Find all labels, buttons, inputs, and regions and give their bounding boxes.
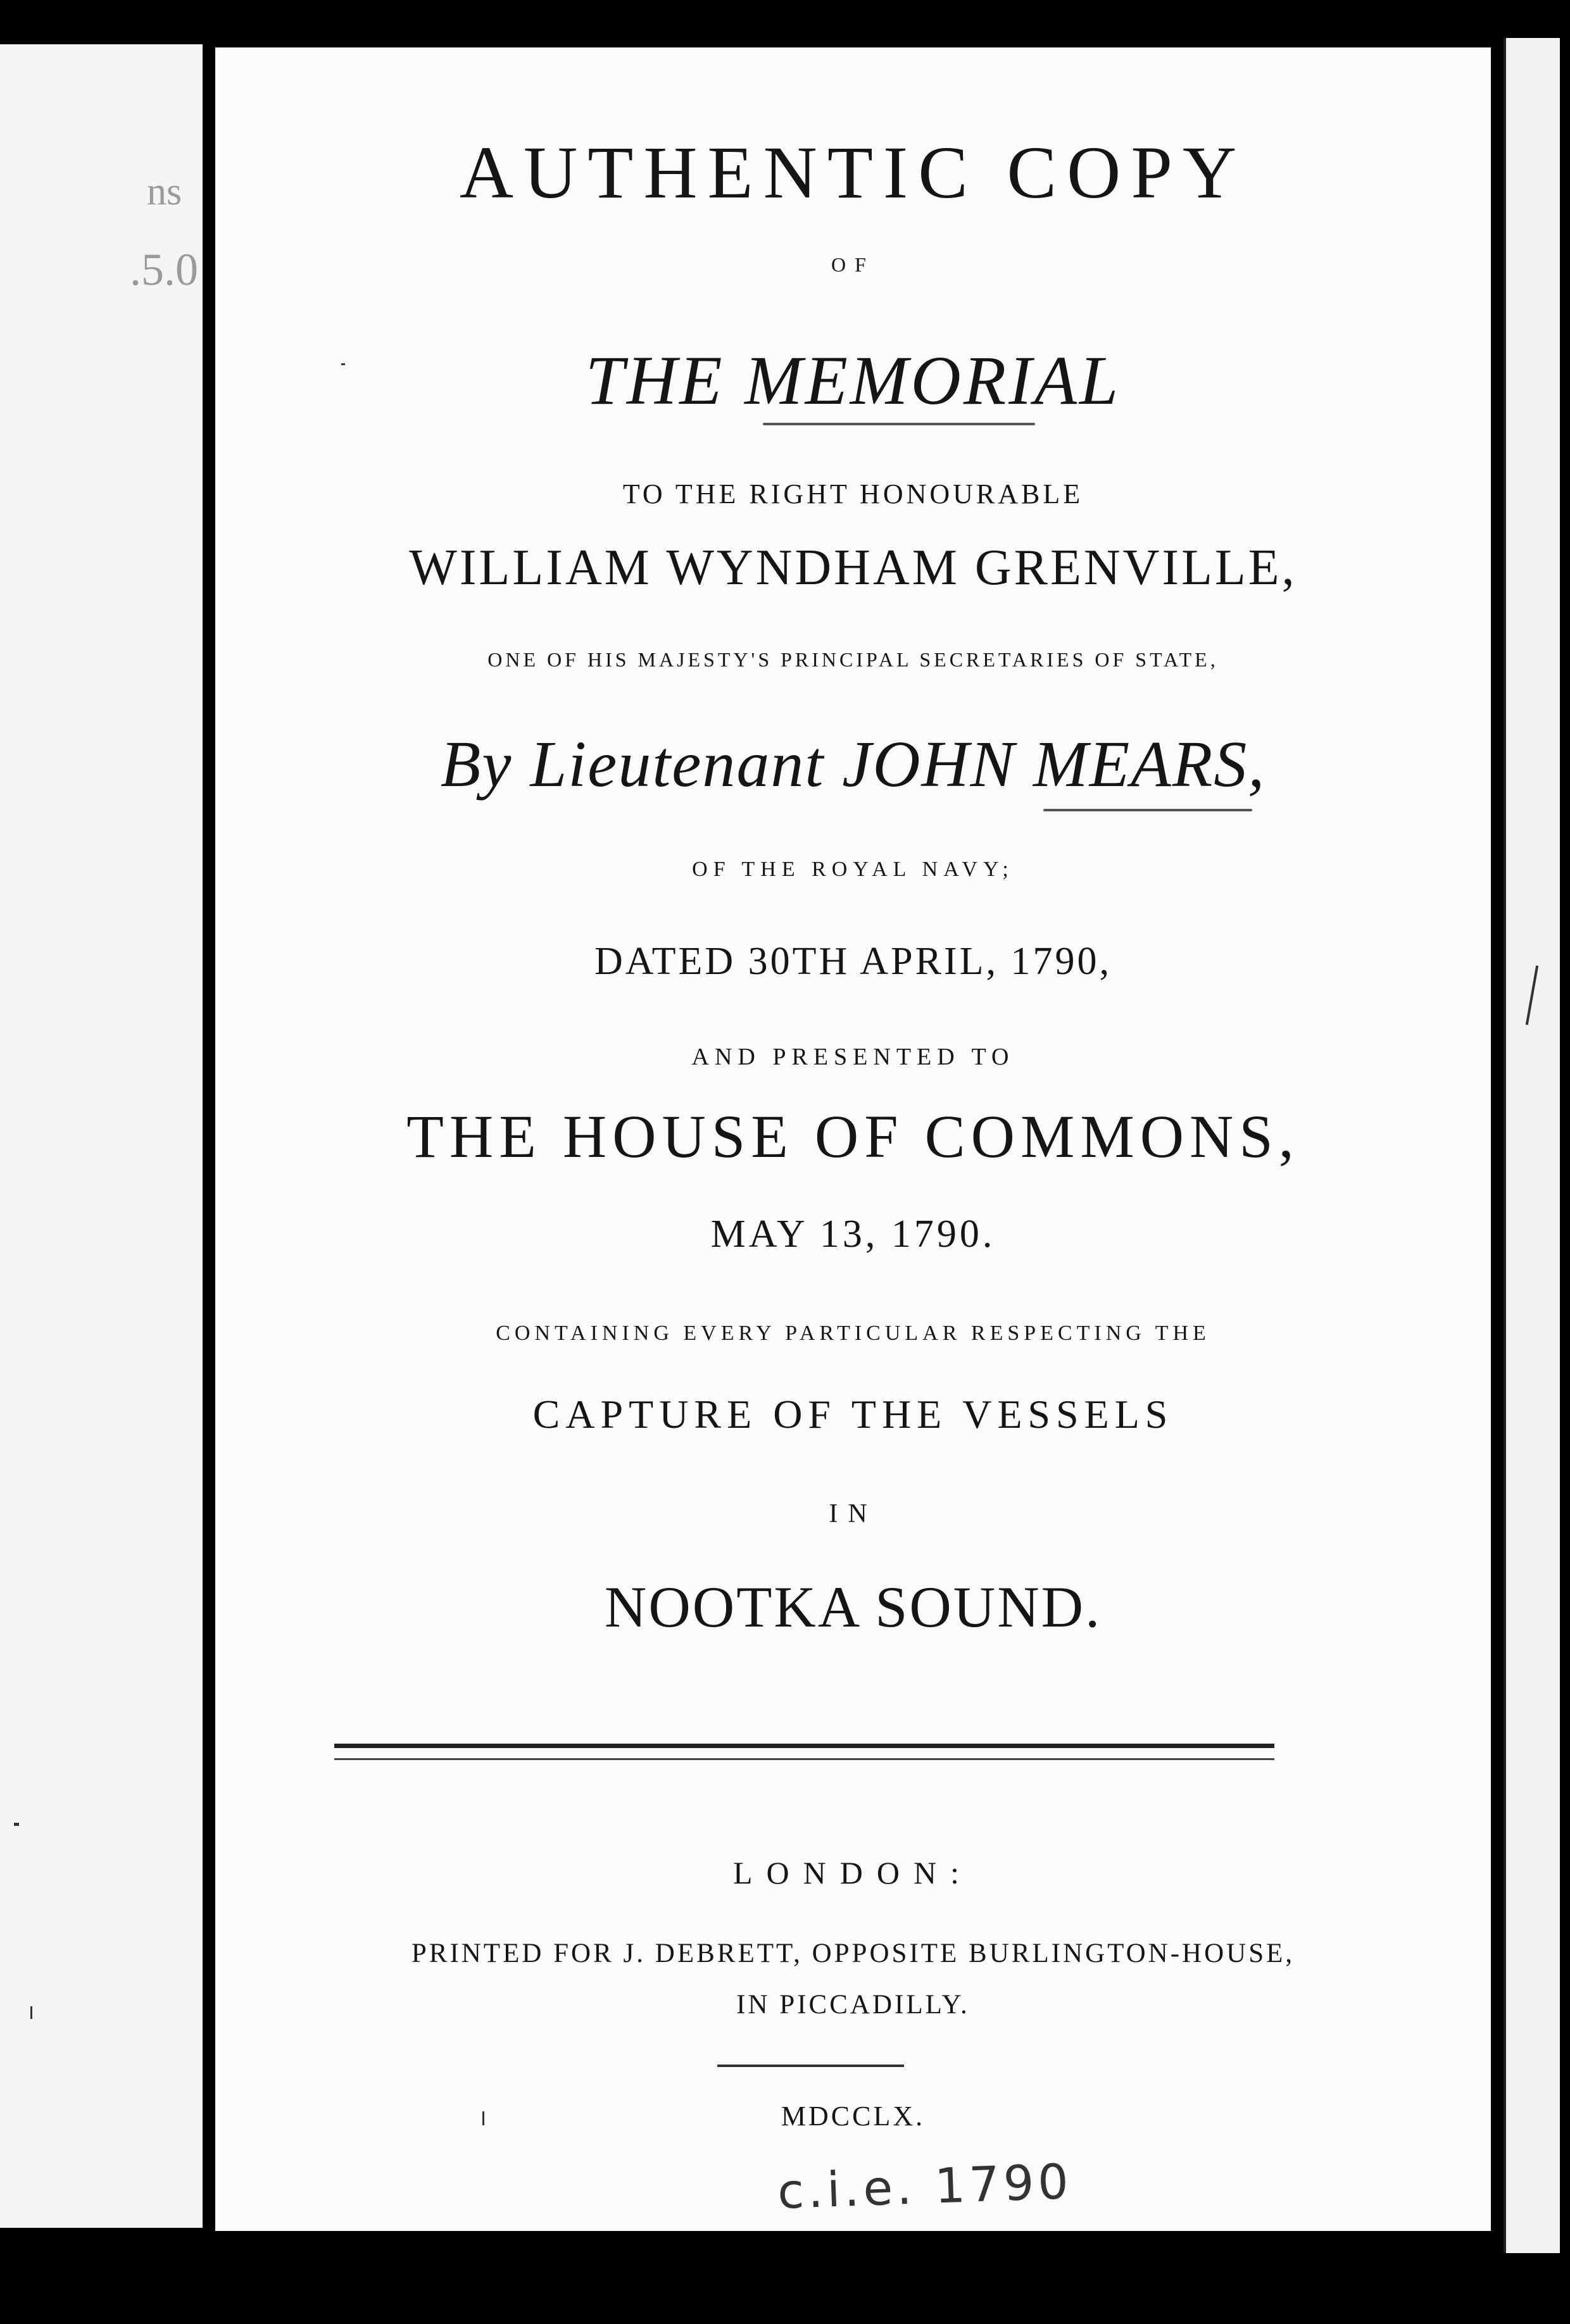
house-line: THE HOUSE OF COMMONS, bbox=[406, 1103, 1300, 1170]
capture-line: CAPTURE OF THE VESSELS bbox=[532, 1392, 1174, 1437]
dedication-line: TO THE RIGHT HONOURABLE bbox=[622, 478, 1084, 509]
margin-note: .5.0 bbox=[130, 244, 198, 295]
recipient-role: ONE OF HIS MAJESTY'S PRINCIPAL SECRETARIES OF STATE, bbox=[487, 648, 1219, 671]
rule-divider bbox=[334, 1744, 1274, 1748]
imprint-printer: PRINTED FOR J. DEBRETT, OPPOSITE BURLINGTON-HOUSE, bbox=[411, 1939, 1295, 1968]
imprint-street: IN PICCADILLY. bbox=[736, 1990, 970, 2020]
author-line: By Lieutenant JOHN MEARS, bbox=[440, 728, 1266, 801]
scan-mark bbox=[30, 2006, 32, 2019]
scan-mark bbox=[14, 1823, 19, 1826]
title-line-2: THE MEMORIAL bbox=[585, 342, 1121, 419]
underline-mark bbox=[763, 423, 1035, 425]
title-line-1: AUTHENTIC COPY bbox=[459, 131, 1247, 214]
page-edge bbox=[1504, 38, 1560, 2253]
scan-mark bbox=[482, 2111, 484, 2125]
author-service: OF THE ROYAL NAVY; bbox=[692, 858, 1014, 881]
house-date: MAY 13, 1790. bbox=[710, 1213, 996, 1256]
underline-mark bbox=[1043, 809, 1252, 811]
scan-mark bbox=[341, 363, 345, 365]
rule-divider bbox=[717, 2065, 904, 2067]
containing-line: CONTAINING EVERY PARTICULAR RESPECTING THE bbox=[496, 1321, 1210, 1345]
in-line: IN bbox=[829, 1499, 877, 1528]
imprint-city: LONDON: bbox=[733, 1855, 973, 1890]
recipient-name: WILLIAM WYNDHAM GRENVILLE, bbox=[409, 540, 1297, 596]
handwritten-note: c.i.e. 1790 bbox=[776, 2152, 1074, 2220]
imprint-year: MDCCLX. bbox=[781, 2101, 926, 2132]
presented-line: AND PRESENTED TO bbox=[691, 1044, 1015, 1070]
margin-note: ns bbox=[147, 170, 182, 213]
title-of: OF bbox=[831, 253, 875, 276]
rule-divider bbox=[334, 1758, 1274, 1760]
facing-page bbox=[0, 44, 203, 2228]
date-line: DATED 30TH APRIL, 1790, bbox=[594, 940, 1112, 983]
place-line: NOOTKA SOUND. bbox=[604, 1575, 1102, 1639]
